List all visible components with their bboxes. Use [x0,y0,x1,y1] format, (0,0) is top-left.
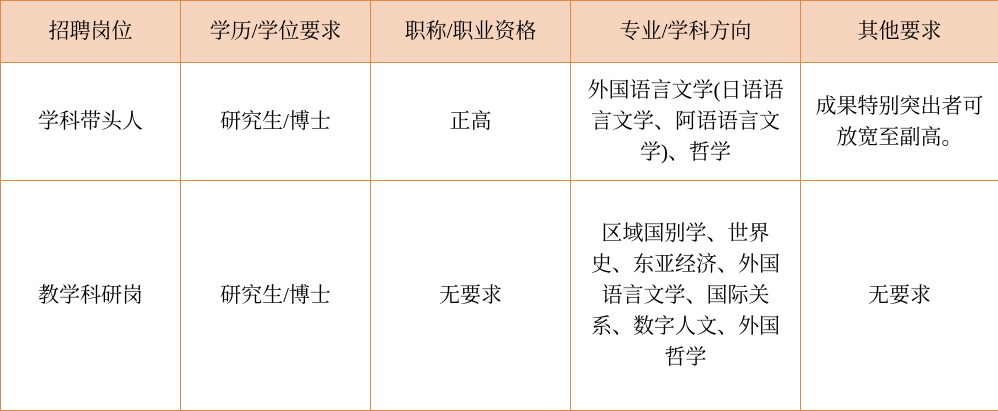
cell-title: 正高 [371,63,571,181]
table-row [1,63,998,181]
column-header-other: 其他要求 [801,1,998,63]
cell-education: 研究生/博士 [181,63,371,181]
column-header-education: 学历/学位要求 [181,1,371,63]
cell-position: 教学科研岗 [1,181,181,411]
cell-title: 无要求 [371,181,571,411]
cell-position: 学科带头人 [1,63,181,181]
cell-major: 区域国别学、世界史、东亚经济、外国语言文学、国际关系、数字人文、外国哲学 [571,181,801,411]
column-header-position: 招聘岗位 [1,1,181,63]
column-header-title: 职称/职业资格 [371,1,571,63]
cell-education: 研究生/博士 [181,181,371,411]
cell-other: 无要求 [801,181,998,411]
table-row [1,181,998,411]
table-header-row [1,1,998,63]
table-header [1,1,998,63]
column-header-major: 专业/学科方向 [571,1,801,63]
cell-major: 外国语言文学(日语语言文学、阿语语言文学)、哲学 [571,63,801,181]
cell-other: 成果特别突出者可放宽至副高。 [801,63,998,181]
table-body [1,63,998,411]
